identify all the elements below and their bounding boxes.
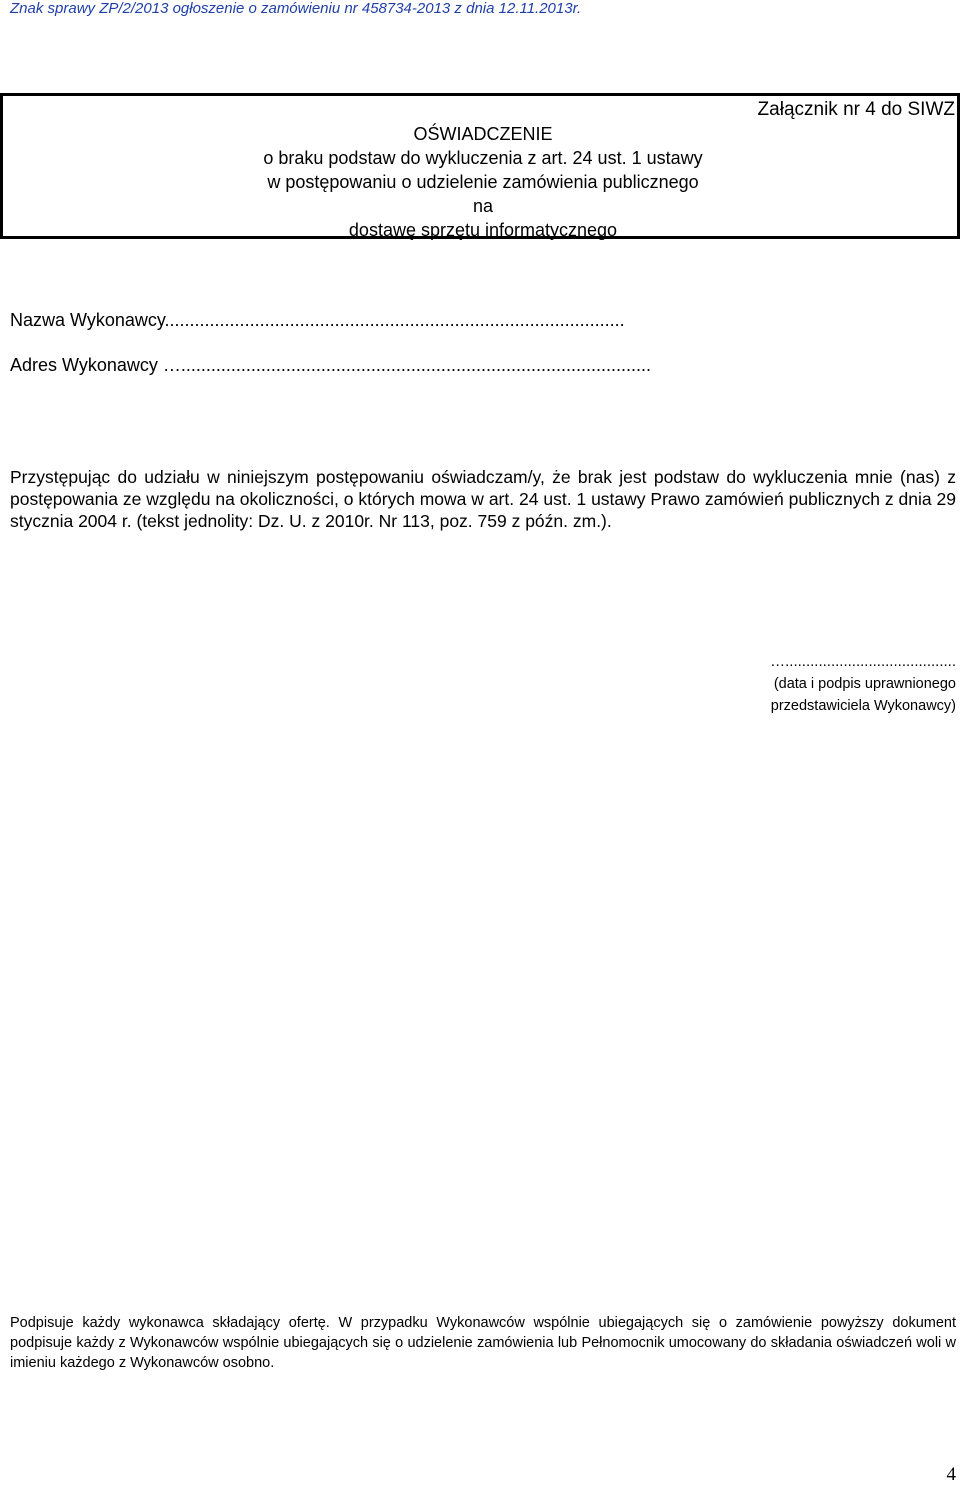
signature-caption-line1: (data i podpis uprawnionego: [773, 676, 956, 692]
title-box: [0, 93, 960, 239]
statement-paragraph: Przystępując do udziału w niniejszym postępowaniu oświadczam/y, że brak jest podstaw do wykluczenia mnie (nas) z postępowania ze względu na okoliczności, o których mowa w art. 24 ust. 1 ustawy Prawo zamówień publicznych z dnia 29 stycznia 2004 r. (tekst jednolity: Dz. U. z 2010r. Nr 113, poz. 759 z późn. zm.).: [10, 467, 956, 531]
contractor-address-field: Adres Wykonawcy …..............................................................................................: [10, 355, 651, 375]
signature-line: ….........................................: [770, 653, 956, 670]
signature-block: [770, 651, 956, 717]
title-line-procedure: w postępowaniu o udzielenie zamówienia publicznego: [267, 172, 699, 192]
title-line-statement: OŚWIADCZENIE: [413, 124, 553, 144]
title-line-na: na: [472, 196, 494, 216]
case-reference-header: Znak sprawy ZP/2/2013 ogłoszenie o zamówieniu nr 458734-2013 z dnia 12.11.2013r.: [10, 0, 582, 17]
title-line-delivery: dostawę sprzętu informatycznego: [348, 220, 618, 240]
annex-label: Załącznik nr 4 do SIWZ: [757, 99, 955, 120]
document-title: [213, 122, 753, 242]
title-line-subject: o braku podstaw do wykluczenia z art. 24 ust. 1 ustawy: [263, 148, 703, 168]
footnote: Podpisuje każdy wykonawca składający ofertę. W przypadku Wykonawców wspólnie ubiegających się o zamówienie powyższy dokument podpisuje każdy z Wykonawców wspólnie ubiegających się o udzielenie zamówienia lub Pełnomocnik umocowany do składania oświadczeń woli w imieniu każdego z Wykonawców osobno.: [10, 1315, 956, 1371]
page-number: 4: [946, 1464, 956, 1485]
signature-caption-line2: przedstawiciela Wykonawcy): [770, 698, 956, 714]
contractor-name-field: Nazwa Wykonawcy............................................................................................: [10, 310, 625, 330]
